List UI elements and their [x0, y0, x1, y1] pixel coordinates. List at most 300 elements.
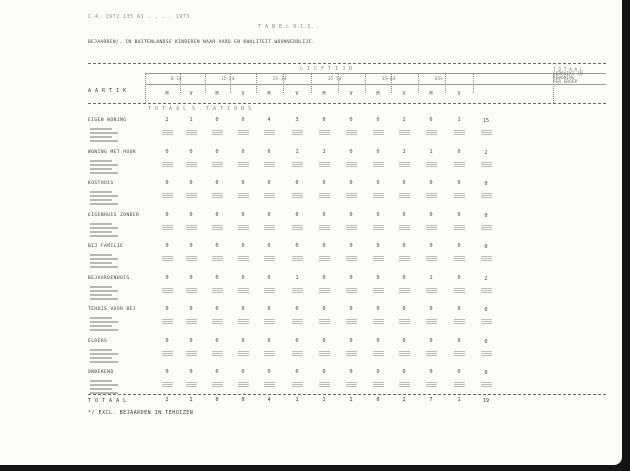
header-rule-2 [145, 84, 606, 85]
table-cell: 0 [322, 338, 326, 344]
breakdown-mark [373, 225, 384, 230]
sublabel-mark [90, 286, 112, 288]
row-label: TEHUIS VOOR BEJ [88, 307, 137, 312]
table-cell: 0 [267, 149, 271, 155]
column-divider [365, 73, 366, 93]
table-cell: 0 [376, 338, 380, 344]
table-cell: 1 [429, 275, 433, 281]
breakdown-mark [373, 256, 384, 261]
breakdown-mark [373, 319, 384, 324]
row-header: A A R T I K [88, 88, 127, 94]
breakdown-mark [346, 193, 357, 198]
breakdown-mark [292, 382, 303, 387]
table-cell: 0 [165, 243, 169, 249]
total-col-line-2: GEBRUIKT IN [553, 71, 583, 76]
column-divider [205, 73, 206, 93]
total-cell: 7 [429, 397, 433, 403]
breakdown-mark [346, 130, 357, 135]
sublabel-mark [90, 361, 118, 363]
table-cell: 0 [267, 243, 271, 249]
breakdown-mark [319, 162, 330, 167]
row-label: ONBEKEND [88, 370, 114, 375]
breakdown-mark [212, 351, 223, 356]
breakdown-mark [238, 351, 249, 356]
breakdown-mark [186, 319, 197, 324]
total-cell: 0 [215, 397, 219, 403]
table-cell: 0 [322, 212, 326, 218]
table-cell: 0 [241, 149, 245, 155]
sublabel-mark [90, 195, 118, 197]
table-cell: 0 [165, 306, 169, 312]
breakdown-mark [454, 162, 465, 167]
breakdown-mark [426, 130, 437, 135]
total-cell: 1 [349, 397, 353, 403]
table-cell: 0 [215, 243, 219, 249]
sublabel-mark [90, 317, 112, 319]
age-label: 35-54 [328, 76, 342, 81]
table-cell: 0 [267, 275, 271, 281]
total-cell: 2 [402, 397, 406, 403]
breakdown-mark [264, 351, 275, 356]
breakdown-mark [292, 256, 303, 261]
table-cell: 0 [402, 243, 406, 249]
breakdown-mark [426, 225, 437, 230]
total-col-line-4: PER GROEP [553, 79, 578, 84]
table-cell: 0 [215, 212, 219, 218]
age-label: 25-34 [273, 76, 287, 81]
breakdown-mark [292, 319, 303, 324]
table-cell: 0 [457, 212, 461, 218]
total-cell: 4 [267, 397, 271, 403]
sublabel-mark [90, 329, 118, 331]
table-cell: 0 [215, 275, 219, 281]
breakdown-mark [264, 256, 275, 261]
age-label: 15-24 [221, 76, 235, 81]
breakdown-mark [481, 382, 492, 387]
table-cell: 0 [189, 338, 193, 344]
table-cell: 1 [457, 117, 461, 123]
table-cell: 0 [457, 149, 461, 155]
row-total: 0 [484, 370, 488, 376]
table-cell: 1 [429, 149, 433, 155]
sublabel-mark [90, 357, 112, 359]
breakdown-mark [186, 351, 197, 356]
table-cell: 0 [402, 338, 406, 344]
sex-label: M [376, 91, 380, 97]
sex-label: V [402, 91, 406, 97]
table-cell: 0 [215, 149, 219, 155]
breakdown-mark [399, 130, 410, 135]
table-cell: 6 [429, 117, 433, 123]
page-header-code: C.4. 1972 135 61 . . . . 1973 [88, 14, 190, 20]
table-cell: 0 [349, 180, 353, 186]
breakdown-mark [238, 130, 249, 135]
table-cell: 0 [429, 338, 433, 344]
table-cell: 0 [376, 243, 380, 249]
table-cell: 0 [402, 275, 406, 281]
table-cell: 0 [267, 306, 271, 312]
breakdown-mark [212, 130, 223, 135]
sex-label: M [267, 91, 271, 97]
column-divider [418, 73, 419, 93]
table-cell: 2 [402, 117, 406, 123]
sex-label: M [322, 91, 326, 97]
row-total: 0 [484, 213, 488, 219]
row-label: EIGENHUIS ZONDER [88, 213, 140, 218]
table-cell: 0 [349, 275, 353, 281]
breakdown-mark [162, 193, 173, 198]
sublabel-mark [90, 223, 112, 225]
sublabel-mark [90, 199, 112, 201]
sublabel-mark [90, 325, 112, 327]
breakdown-mark [319, 382, 330, 387]
total-cell: 0 [241, 397, 245, 403]
table-cell: 1 [402, 149, 406, 155]
breakdown-mark [264, 319, 275, 324]
table-cell: 0 [189, 369, 193, 375]
table-cell: 0 [376, 180, 380, 186]
table-cell: 0 [322, 369, 326, 375]
table-cell: 0 [349, 306, 353, 312]
table-cell: 0 [215, 180, 219, 186]
breakdown-mark [238, 162, 249, 167]
sublabel-mark [90, 231, 112, 233]
breakdown-mark [212, 288, 223, 293]
table-cell: 0 [295, 212, 299, 218]
table-cell: 0 [295, 306, 299, 312]
header-bottom-rule [88, 103, 606, 104]
total-cell: 1 [295, 397, 299, 403]
breakdown-mark [264, 288, 275, 293]
table-top-rule [88, 63, 606, 64]
subheader-stations: S . T A T I O N S [192, 106, 252, 112]
table-cell: 0 [322, 306, 326, 312]
table-cell: 0 [429, 243, 433, 249]
sublabel-mark [90, 172, 118, 174]
total-col-line-3: BEWONING [553, 75, 575, 80]
table-cell: 0 [241, 369, 245, 375]
table-cell: 0 [241, 212, 245, 218]
total-column-header [553, 68, 609, 84]
breakdown-mark [399, 225, 410, 230]
table-cell: 0 [189, 306, 193, 312]
breakdown-mark [319, 288, 330, 293]
header-rule-1 [145, 73, 606, 74]
table-cell: 0 [322, 275, 326, 281]
breakdown-mark [292, 288, 303, 293]
sublabel-mark [90, 298, 118, 300]
sublabel-mark [90, 380, 112, 382]
table-cell: 0 [189, 243, 193, 249]
breakdown-mark [264, 130, 275, 135]
row-label: BIJ FAMILIE [88, 244, 124, 249]
table-cell: 0 [322, 117, 326, 123]
table-cell: 0 [457, 369, 461, 375]
breakdown-mark [454, 256, 465, 261]
table-cell: 0 [241, 338, 245, 344]
sublabel-mark [90, 290, 118, 292]
breakdown-mark [162, 225, 173, 230]
breakdown-mark [399, 162, 410, 167]
sex-label: M [429, 91, 433, 97]
sex-label: V [295, 91, 299, 97]
table-cell: 0 [295, 180, 299, 186]
table-cell: 0 [402, 212, 406, 218]
breakdown-mark [319, 319, 330, 324]
sublabel-mark [90, 384, 118, 386]
breakdown-mark [292, 351, 303, 356]
breakdown-mark [454, 193, 465, 198]
sublabel-mark [90, 136, 112, 138]
table-cell: 0 [457, 338, 461, 344]
breakdown-mark [264, 162, 275, 167]
table-cell: 1 [189, 117, 193, 123]
table-cell: 0 [189, 212, 193, 218]
row-label: KOSTHUIS [88, 181, 114, 186]
table-cell: 0 [267, 212, 271, 218]
sublabel-mark [90, 140, 118, 142]
table-cell: 2 [165, 117, 169, 123]
breakdown-mark [346, 351, 357, 356]
breakdown-mark [319, 351, 330, 356]
total-cell: 0 [376, 397, 380, 403]
breakdown-mark [373, 193, 384, 198]
breakdown-mark [399, 256, 410, 261]
breakdown-mark [292, 193, 303, 198]
age-label: 65+ [435, 76, 444, 81]
age-label: 0-14 [171, 76, 182, 81]
table-cell: 0 [376, 306, 380, 312]
table-cell: 4 [267, 117, 271, 123]
breakdown-mark [186, 225, 197, 230]
total-cell: 2 [165, 397, 169, 403]
row-total: 15 [482, 118, 490, 124]
breakdown-mark [346, 256, 357, 261]
table-cell: 0 [241, 243, 245, 249]
sublabel-mark [90, 254, 112, 256]
breakdown-mark [426, 193, 437, 198]
breakdown-mark [186, 130, 197, 135]
breakdown-mark [481, 319, 492, 324]
sublabel-mark [90, 132, 118, 134]
row-total: 2 [484, 276, 488, 282]
table-cell: 0 [165, 212, 169, 218]
sublabel-mark [90, 160, 112, 162]
breakdown-mark [186, 382, 197, 387]
age-label: 55-64 [382, 76, 396, 81]
breakdown-mark [399, 193, 410, 198]
breakdown-mark [238, 193, 249, 198]
table-cell: 0 [376, 117, 380, 123]
breakdown-mark [212, 162, 223, 167]
table-cell: 0 [349, 117, 353, 123]
column-divider [553, 73, 554, 103]
table-cell: 0 [241, 180, 245, 186]
breakdown-mark [426, 351, 437, 356]
breakdown-mark [346, 225, 357, 230]
table-cell: 0 [165, 369, 169, 375]
table-cell: 0 [349, 149, 353, 155]
table-cell: 0 [241, 306, 245, 312]
sublabel-mark [90, 164, 118, 166]
table-cell: 0 [241, 275, 245, 281]
breakdown-mark [319, 130, 330, 135]
breakdown-mark [426, 288, 437, 293]
breakdown-mark [186, 256, 197, 261]
total-cell: 1 [189, 397, 193, 403]
table-cell: 0 [402, 180, 406, 186]
table-cell: 1 [322, 149, 326, 155]
sublabel-mark [90, 203, 118, 205]
table-cell: 3 [295, 117, 299, 123]
breakdown-mark [373, 382, 384, 387]
table-cell: 0 [376, 369, 380, 375]
table-cell: 0 [349, 212, 353, 218]
footnote: */ EXCL. BEJAARDEN IN TEHUIZEN [88, 410, 194, 416]
table-cell: 0 [267, 369, 271, 375]
table-cell: 0 [322, 243, 326, 249]
column-divider [145, 73, 146, 103]
row-total: 0 [484, 181, 488, 187]
table-cell: 0 [322, 180, 326, 186]
sex-label: V [349, 91, 353, 97]
total-col-line-1: T O T A A L [553, 67, 583, 72]
row-total: 0 [484, 339, 488, 345]
table-cell: 0 [215, 369, 219, 375]
table-cell: 0 [295, 243, 299, 249]
sex-label: M [165, 91, 169, 97]
column-divider [473, 73, 474, 93]
column-divider [311, 73, 312, 93]
breakdown-mark [373, 351, 384, 356]
breakdown-mark [319, 225, 330, 230]
row-label: EIGEN WONING [88, 118, 127, 123]
breakdown-mark [481, 193, 492, 198]
table-cell: 0 [189, 275, 193, 281]
breakdown-mark [481, 162, 492, 167]
breakdown-mark [426, 256, 437, 261]
breakdown-mark [238, 382, 249, 387]
sublabel-mark [90, 128, 112, 130]
table-cell: 0 [457, 180, 461, 186]
breakdown-mark [212, 319, 223, 324]
table-cell: 0 [457, 275, 461, 281]
sex-label: V [457, 91, 461, 97]
breakdown-mark [162, 288, 173, 293]
table-cell: 0 [402, 306, 406, 312]
table-title: T A B E L 9.1.3. [258, 24, 315, 30]
table-cell: 0 [429, 212, 433, 218]
breakdown-mark [346, 382, 357, 387]
breakdown-mark [454, 319, 465, 324]
sex-label: V [241, 91, 245, 97]
table-cell: 0 [295, 369, 299, 375]
table-cell: 0 [429, 180, 433, 186]
total-row-label: T O T A A L [88, 398, 127, 404]
column-divider [445, 73, 446, 93]
sublabel-mark [90, 227, 118, 229]
breakdown-mark [212, 256, 223, 261]
breakdown-mark [162, 162, 173, 167]
table-cell: 0 [457, 306, 461, 312]
breakdown-mark [481, 225, 492, 230]
sublabel-mark [90, 349, 112, 351]
breakdown-mark [238, 288, 249, 293]
table-cell: 0 [402, 369, 406, 375]
table-cell: 0 [189, 180, 193, 186]
table-cell: 0 [215, 338, 219, 344]
table-cell: 0 [429, 306, 433, 312]
table-cell: 0 [267, 180, 271, 186]
breakdown-mark [481, 288, 492, 293]
breakdown-mark [481, 351, 492, 356]
breakdown-mark [399, 351, 410, 356]
breakdown-mark [319, 193, 330, 198]
breakdown-mark [373, 130, 384, 135]
table-cell: 0 [165, 149, 169, 155]
breakdown-mark [399, 319, 410, 324]
subheader-total: T O T A A L [148, 106, 187, 112]
table-cell: 0 [241, 117, 245, 123]
row-total: 0 [484, 307, 488, 313]
breakdown-mark [212, 193, 223, 198]
table-cell: 0 [215, 117, 219, 123]
breakdown-mark [264, 225, 275, 230]
breakdown-mark [346, 162, 357, 167]
table-cell: 1 [295, 275, 299, 281]
table-cell: 1 [295, 149, 299, 155]
breakdown-mark [212, 225, 223, 230]
table-cell: 0 [165, 180, 169, 186]
sublabel-mark [90, 321, 118, 323]
sublabel-mark [90, 235, 118, 237]
breakdown-mark [454, 288, 465, 293]
breakdown-mark [212, 382, 223, 387]
breakdown-mark [399, 382, 410, 387]
breakdown-mark [454, 382, 465, 387]
sublabel-mark [90, 266, 118, 268]
breakdown-mark [426, 162, 437, 167]
breakdown-mark [346, 319, 357, 324]
row-label: WONING MET HUUR [88, 150, 137, 155]
column-group-label: L I C F T I J D [300, 66, 353, 72]
breakdown-mark [399, 288, 410, 293]
column-divider [256, 73, 257, 93]
table-cell: 0 [295, 338, 299, 344]
sublabel-mark [90, 258, 118, 260]
breakdown-mark [162, 130, 173, 135]
sex-label: V [189, 91, 193, 97]
total-rule [88, 394, 606, 395]
breakdown-mark [292, 130, 303, 135]
table-cell: 0 [376, 212, 380, 218]
table-cell: 0 [165, 275, 169, 281]
breakdown-mark [162, 256, 173, 261]
table-cell: 0 [215, 306, 219, 312]
breakdown-mark [426, 382, 437, 387]
breakdown-mark [454, 351, 465, 356]
row-label: ELDERS [88, 339, 108, 344]
breakdown-mark [292, 162, 303, 167]
table-subtitle: BEJAARDEN/. IN BUITENLANDSE KINDEREN NAAR AARD EN KWALITEIT WOONVERBLIJF. [88, 40, 315, 45]
sublabel-mark [90, 262, 112, 264]
breakdown-mark [373, 288, 384, 293]
breakdown-mark [481, 256, 492, 261]
grand-total: 19 [482, 398, 490, 404]
table-cell: 0 [429, 369, 433, 375]
table-cell: 0 [349, 243, 353, 249]
total-cell: 1 [457, 397, 461, 403]
